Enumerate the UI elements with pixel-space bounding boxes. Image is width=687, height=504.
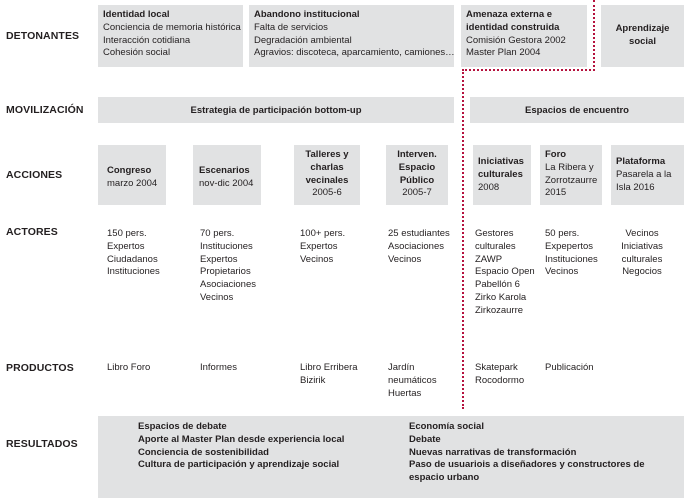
producto-item: Libro Foro <box>107 362 151 373</box>
accion-sub: 2005-7 <box>402 187 432 199</box>
detonante-title: Abandono institucional <box>254 9 360 20</box>
actor-item: Negocios <box>622 266 662 278</box>
productos-col-escenarios <box>200 362 237 375</box>
divider-dotted-lower <box>462 69 464 409</box>
actores-col-congreso <box>107 228 160 279</box>
actor-item: Asociaciones <box>200 279 256 291</box>
accion-title: Talleres y <box>305 149 349 160</box>
actor-item: Expertos <box>107 240 145 252</box>
actor-item: 150 pers. <box>107 228 147 239</box>
productos-col-interven <box>388 362 437 400</box>
detonante-line: Interacción cotidiana <box>103 34 191 46</box>
accion-box-congreso <box>98 145 166 205</box>
detonante-box-amenaza <box>461 5 587 67</box>
accion-box-escenarios <box>193 145 261 205</box>
accion-sub: marzo 2004 <box>107 177 158 189</box>
row-label-movilizacion: MOVILIZACIÓN <box>6 104 84 116</box>
detonante-title: identidad construida <box>466 21 560 33</box>
actor-item: Asociaciones <box>388 240 444 252</box>
actor-item: Espacio Open <box>475 266 535 278</box>
actor-item: Pabellón 6 <box>475 279 520 291</box>
accion-title: Interven. <box>397 149 437 160</box>
productos-col-foro <box>545 362 594 375</box>
resultado-item: Debate <box>409 433 441 445</box>
actor-item: Gestores <box>475 228 514 239</box>
actor-item: Vecinos <box>388 253 422 265</box>
actor-item: 70 pers. <box>200 228 235 239</box>
accion-box-plataforma <box>611 145 684 205</box>
producto-item: Informes <box>200 362 237 373</box>
accion-sub: nov-dic 2004 <box>199 177 254 189</box>
actor-item: 25 estudiantes <box>388 228 450 239</box>
divider-dotted-horizontal <box>462 69 595 71</box>
accion-title: vecinales <box>305 174 349 186</box>
detonante-box-identidad <box>98 5 243 67</box>
accion-box-interven <box>386 145 448 205</box>
row-label-acciones: ACCIONES <box>6 169 63 181</box>
detonante-title: Identidad local <box>103 9 170 20</box>
actores-col-plataforma <box>611 228 673 279</box>
actor-item: 50 pers. <box>545 228 580 239</box>
detonante-line: Cohesión social <box>103 47 171 59</box>
producto-item: Libro Erribera <box>300 362 358 373</box>
detonante-line: Conciencia de memoria histórica <box>103 21 241 33</box>
accion-sub: 2015 <box>545 187 567 199</box>
resultados-right-list <box>409 421 644 485</box>
resultado-item: Economía social <box>409 421 484 432</box>
movilizacion-bar-right: Espacios de encuentro <box>470 97 684 123</box>
actor-item: Iniciativas <box>621 240 663 252</box>
actor-item: Zirko Karola <box>475 291 527 303</box>
detonante-line: Falta de servicios <box>254 21 328 33</box>
resultado-item: Cultura de participación y aprendizaje social <box>138 459 340 471</box>
resultado-item: espacio urbano <box>409 472 480 484</box>
detonante-title: Amenaza externa e <box>466 9 553 20</box>
resultado-item: Aporte al Master Plan desde experiencia local <box>138 433 345 445</box>
producto-item: Huertas <box>388 387 422 399</box>
actor-item: Expertos <box>200 253 238 265</box>
producto-item: neumáticos <box>388 374 437 386</box>
actores-col-foro <box>545 228 598 279</box>
actor-item: culturales <box>621 253 663 265</box>
actor-item: Vecinos <box>200 291 234 303</box>
productos-col-iniciativas <box>475 362 524 388</box>
resultado-item: Espacios de debate <box>138 421 227 432</box>
producto-item: Skatepark <box>475 362 518 373</box>
accion-title: Congreso <box>107 165 152 176</box>
resultado-item: Paso de usuariois a diseñadores y constructores de <box>409 459 645 471</box>
accion-title: charlas <box>310 161 344 173</box>
accion-title: Público <box>399 174 435 186</box>
accion-box-talleres <box>294 145 360 205</box>
accion-title: Escenarios <box>199 165 250 176</box>
accion-sub: 2008 <box>478 181 500 193</box>
accion-box-iniciativas <box>473 145 531 205</box>
resultados-left-list <box>138 421 344 472</box>
actor-item: Vecinos <box>545 266 579 278</box>
accion-title: Espacio <box>398 161 436 173</box>
accion-title: Plataforma <box>616 156 666 167</box>
producto-item: Jardín <box>388 362 415 373</box>
actor-item: Vecinos <box>300 253 334 265</box>
productos-col-congreso <box>107 362 150 375</box>
row-label-productos: PRODUCTOS <box>6 362 74 374</box>
detonante-line: Master Plan 2004 <box>466 47 541 59</box>
actores-col-escenarios <box>200 228 256 305</box>
actores-col-iniciativas <box>475 228 535 318</box>
row-label-resultados: RESULTADOS <box>6 438 78 450</box>
movilizacion-bar-left: Estrategia de participación bottom-up <box>98 97 454 123</box>
resultado-item: Nuevas narrativas de transformación <box>409 446 577 458</box>
detonante-title: Aprendizaje <box>615 23 670 34</box>
resultado-item: Conciencia de sostenibilidad <box>138 446 269 458</box>
actor-item: ZAWP <box>475 253 503 265</box>
detonante-line: Degradación ambiental <box>254 34 352 46</box>
actores-col-talleres <box>300 228 345 266</box>
actor-item: Zirkozaurre <box>475 304 524 316</box>
actor-item: Instituciones <box>545 253 598 265</box>
row-label-detonantes: DETONANTES <box>6 30 80 42</box>
accion-title: Foro <box>545 149 567 160</box>
actor-item: 100+ pers. <box>300 228 346 239</box>
actor-item: Propietarios <box>200 266 251 278</box>
actores-col-interven <box>388 228 450 266</box>
detonante-box-aprendizaje <box>601 5 684 67</box>
accion-sub: Isla 2016 <box>616 181 655 193</box>
row-label-actores: ACTORES <box>6 226 58 238</box>
divider-dotted-upper <box>593 0 595 67</box>
actor-item: Vecinos <box>625 228 659 239</box>
producto-item: Publicación <box>545 362 594 373</box>
accion-title: Iniciativas <box>478 156 524 167</box>
accion-box-foro <box>540 145 602 205</box>
accion-sub: Zorrotzaurre <box>545 174 598 186</box>
accion-sub: La Ribera y <box>545 161 594 173</box>
actor-item: Expertos <box>300 240 338 252</box>
detonante-line: Comisión Gestora 2002 <box>466 34 566 46</box>
actor-item: culturales <box>475 240 516 252</box>
detonante-box-abandono <box>249 5 454 67</box>
actor-item: Expepertos <box>545 240 594 252</box>
accion-sub: 2005-6 <box>312 187 342 199</box>
accion-sub: Pasarela a la <box>616 168 672 180</box>
actor-item: Instituciones <box>200 240 253 252</box>
accion-title: culturales <box>478 168 523 180</box>
detonante-title: social <box>629 35 656 47</box>
actor-item: Instituciones <box>107 266 160 278</box>
producto-item: Rocodormo <box>475 374 525 386</box>
actor-item: Ciudadanos <box>107 253 158 265</box>
productos-col-talleres <box>300 362 358 388</box>
producto-item: Bizirik <box>300 374 326 386</box>
detonante-line: Agravios: discoteca, aparcamiento, camiones… <box>254 47 455 59</box>
